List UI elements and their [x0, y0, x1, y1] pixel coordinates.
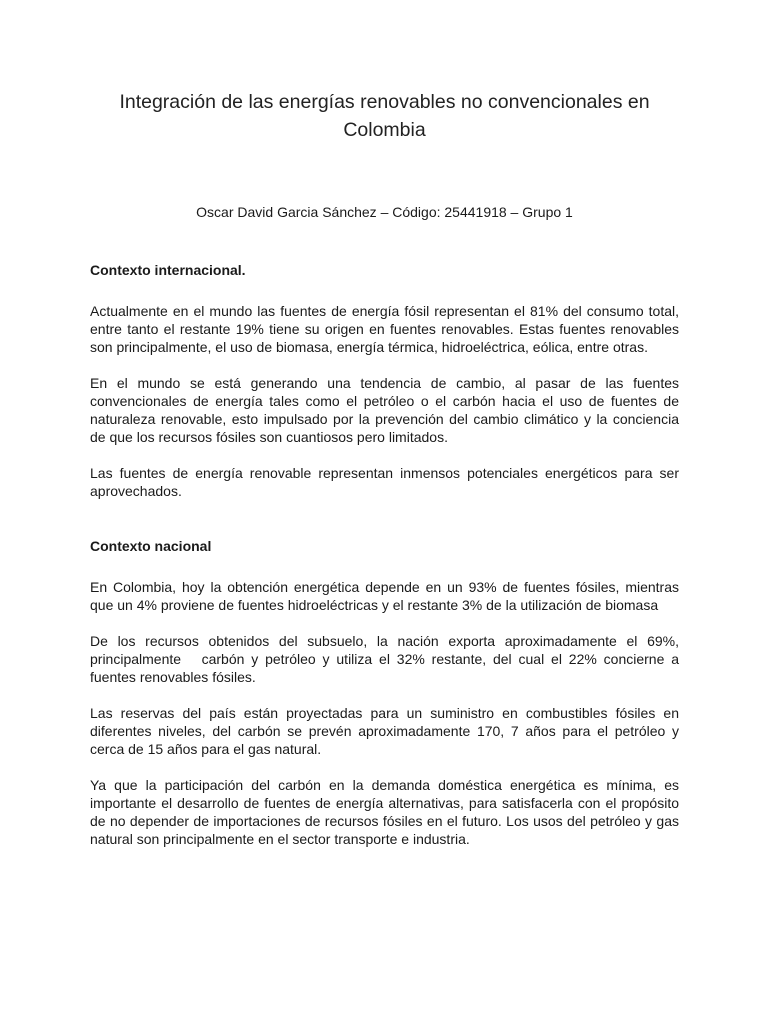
author-line: Oscar David Garcia Sánchez – Código: 25441918 – Grupo 1 [196, 204, 573, 220]
document-title: Integración de las energías renovables no convencionales en Colombia [119, 91, 650, 141]
paragraph-international-2: En el mundo se está generando una tendencia de cambio, al pasar de las fuentes convencionales de energía tales como el petróleo o el carbón hacia el uso de fuentes de naturaleza renovable, esto impulsado por la prevención del cambio climático y la conciencia de que los recursos fósiles son cuantiosos pero limitados. [90, 375, 679, 445]
paragraph-international-1: Actualmente en el mundo las fuentes de energía fósil representan el 81% del consumo total, entre tanto el restante 19% tiene su origen en fuentes renovables. Estas fuentes renovables son principalmente, el uso de biomasa, energía térmica, hidroeléctrica, eólica, entre otras. [90, 303, 679, 355]
paragraph-international-3: Las fuentes de energía renovable representan inmensos potenciales energéticos para ser aprovechados. [90, 465, 679, 499]
paragraph-national-3: Las reservas del país están proyectadas para un suministro en combustibles fósiles en diferentes niveles, del carbón se prevén aproximadamente 170, 7 años para el petróleo y cerca de 15 años para el gas natural. [90, 705, 679, 757]
document-page [90, 88, 683, 848]
paragraph-national-2: De los recursos obtenidos del subsuelo, la nación exporta aproximadamente el 69%, principalmente carbón y petróleo y utiliza el 32% restante, del cual el 22% concierne a fuentes renovables fósiles. [90, 633, 683, 685]
section-heading-national: Contexto nacional [90, 538, 212, 554]
paragraph-national-1: En Colombia, hoy la obtención energética depende en un 93% de fuentes fósiles, mientras que un 4% proviene de fuentes hidroeléctricas y el restante 3% de la utilización de biomasa [90, 579, 679, 613]
paragraph-national-4: Ya que la participación del carbón en la demanda doméstica energética es mínima, es importante el desarrollo de fuentes de energía alternativas, para satisfacerla con el propósito de no depender de importaciones de recursos fósiles en el futuro. Los usos del petróleo y gas natural son principalmente en el sector transporte e industria. [90, 777, 679, 847]
section-heading-international: Contexto internacional. [90, 262, 246, 278]
